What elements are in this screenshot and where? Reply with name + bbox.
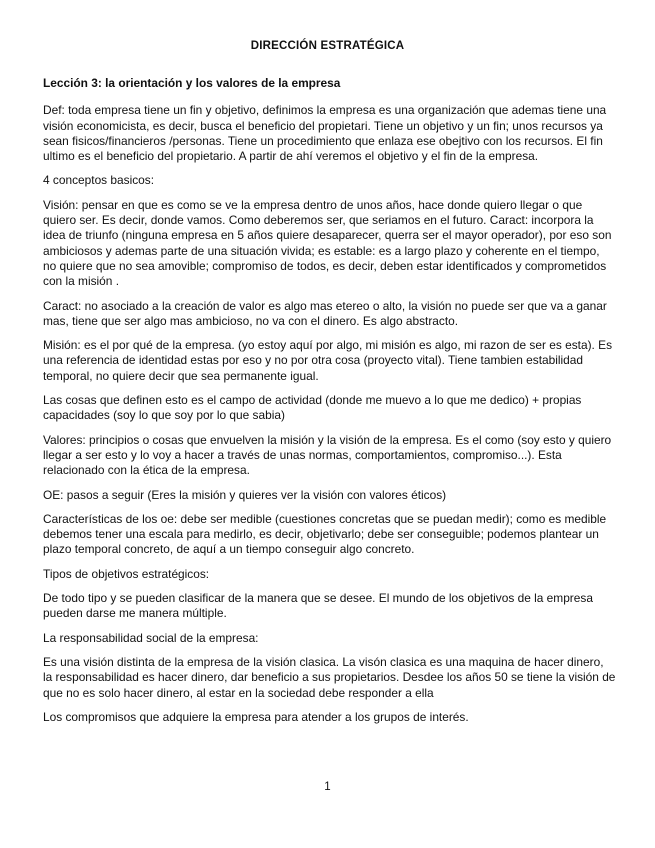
paragraph-commitments: Los compromisos que adquiere la empresa para atender a los grupos de interés.: [43, 709, 469, 724]
paragraph-vision: Visión: pensar en que es como se ve la empresa dentro de unos años, hace donde quiero llegar o que quiero ser. Es decir, donde vamos. Como deberemos ser, que seriamos en el futuro. Caract: incorpora la idea de triunfo (ninguna empresa en 5 años quiere desaparecer, querra ser el mayor operador), por eso son ambiciosos y ademas parte de una situación vivida; es estable: es a largo plazo y coherente en el tiempo, no quiere que no sea amovible; compromiso de todos, es decir, deben estar identificados y comprometidos con la misión .: [43, 197, 612, 289]
document-title: DIRECCIÓN ESTRATÉGICA: [250, 40, 405, 52]
paragraph-activity-field: Las cosas que definen esto es el campo de actividad (donde me muevo a lo que me dedico) + propias capacidades (soy lo que soy por lo que sabia): [43, 393, 582, 423]
page-number: 1: [324, 781, 331, 793]
paragraph-oe: OE: pasos a seguir (Eres la misión y quieres ver la visión con valores éticos): [43, 487, 447, 502]
paragraph-social-responsibility: Es una visión distinta de la empresa de la visión clasica. La visón clasica es una maquina de hacer dinero, la responsabilidad es hacer dinero, dar beneficio a sus propietarios. Desdee los años 50 se tiene la visión de que no es solo hacer dinero, al estar en la sociedad debe responder a ella: [43, 654, 616, 700]
paragraph-values: Valores: principios o cosas que envuelven la misión y la visión de la empresa. Es el como (soy esto y quiero llegar a ser esto y lo voy a hacer a través de unas normas, comportamientos, compromiso...). Esta relacionado con la ética de la empresa.: [43, 432, 612, 478]
paragraph-objective-types: De todo tipo y se pueden clasificar de la manera que se desee. El mundo de los objetivos de la empresa pueden darse me manera múltiple.: [43, 591, 593, 621]
document-body: [43, 76, 616, 734]
paragraph-objective-types-heading: Tipos de objetivos estratégicos:: [43, 566, 210, 581]
lesson-heading: Lección 3: la orientación y los valores de la empresa: [43, 76, 341, 90]
paragraph-definition: Def: toda empresa tiene un fin y objetivo, definimos la empresa es una organización que ademas tiene una visión economicista, es decir, busca el beneficio del propietari. Tiene un objetivo y un fin; unos recursos ya sean fisicos/financieros /personas. Tiene un procedimiento que enlaza ese obejtivo con los recursos. El fin ultimo es el beneficio del propietario. A partir de ahí veremos el objetivo y el fin de la empresa.: [43, 103, 607, 164]
paragraph-mission: Misión: es el por qué de la empresa. (yo estoy aquí por algo, mi misión es algo, mi razon de ser es esta). Es una referencia de identidad estas por eso y no por otra cosa (proyecto vital). Tiene tambien estabilidad temporal, no quiere decir que sea permanente igual.: [43, 338, 613, 383]
paragraph-social-responsibility-heading: La responsabilidad social de la empresa:: [43, 630, 259, 645]
paragraph-vision-characteristics: Caract: no asociado a la creación de valor es algo mas etereo o alto, la visión no puede ser que va a ganar mas, tiene que ser algo mas ambicioso, no va con el dinero. Es algo abstracto.: [43, 298, 607, 328]
paragraph-concepts-intro: 4 conceptos basicos:: [43, 173, 155, 188]
paragraph-oe-characteristics: Características de los oe: debe ser medible (cuestiones concretas que se puedan medir); como es medible debemos tener una escala para medirlo, es decir, objetivarlo; debe ser conseguible; podemos plantear un plazo temporal concreto, de aquí a un tiempo conseguir algo concreto.: [43, 511, 607, 557]
